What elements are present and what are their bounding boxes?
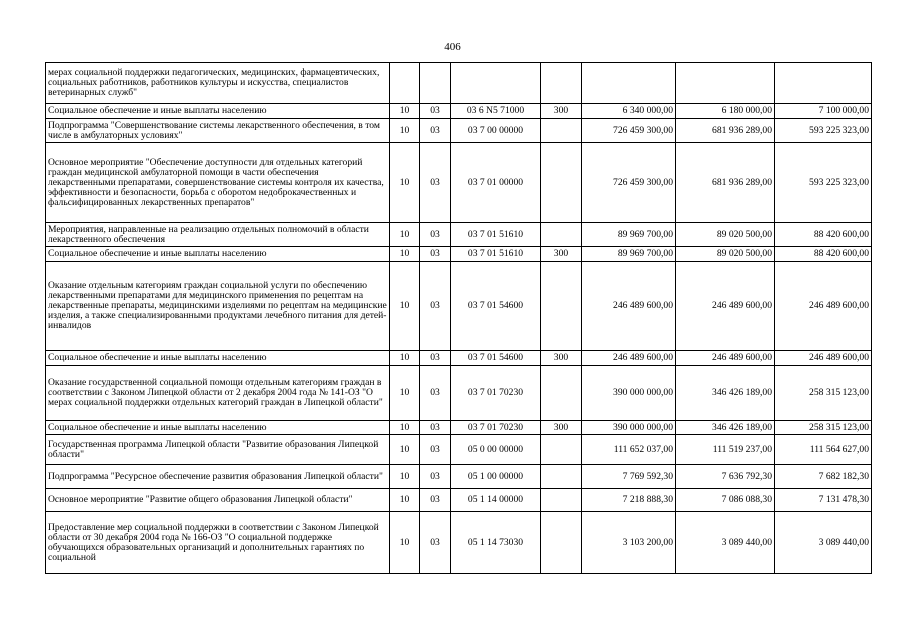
- row-section-cell: 10: [390, 247, 420, 262]
- row-amount-year2-cell: 89 020 500,00: [676, 247, 775, 262]
- row-amount-year1-cell: 89 969 700,00: [582, 223, 676, 247]
- row-subsection-cell: [420, 63, 451, 104]
- row-section-cell: 10: [390, 489, 420, 512]
- row-amount-year3-cell: 258 315 123,00: [775, 421, 872, 435]
- row-amount-year3-cell: 88 420 600,00: [775, 223, 872, 247]
- row-expense-type-cell: [541, 143, 582, 223]
- row-amount-year2-cell: 246 489 600,00: [676, 262, 775, 351]
- row-target-article-cell: 05 1 14 73030: [451, 512, 541, 574]
- row-expense-type-cell: 300: [541, 247, 582, 262]
- row-amount-year3-cell: 593 225 323,00: [775, 119, 872, 143]
- row-target-article-cell: 03 7 01 54600: [451, 262, 541, 351]
- row-section-cell: 10: [390, 512, 420, 574]
- row-amount-year1-cell: [582, 63, 676, 104]
- row-amount-year2-cell: 681 936 289,00: [676, 143, 775, 223]
- row-name-cell: Социальное обеспечение и иные выплаты населению: [46, 104, 390, 119]
- row-subsection-cell: 03: [420, 143, 451, 223]
- row-subsection-cell: 03: [420, 119, 451, 143]
- row-name-cell: Предоставление мер социальной поддержки в соответствии с Законом Липецкой области от 30 декабря 2004 года № 166-ОЗ "О социальной поддержке обучающихся образовательных организаций и дополнительных гарантиях по социальной: [46, 512, 390, 574]
- row-subsection-cell: 03: [420, 465, 451, 489]
- row-target-article-cell: 03 7 01 70230: [451, 366, 541, 421]
- row-name-cell: Оказание отдельным категориям граждан социальной услуги по обеспечению лекарственными препаратами для медицинского применения по рецептам на лекарственные препараты, медицинскими изделиями по рецептам на медицинские изделия, а также специализированными продуктами лечебного питания для детей-инвалидов: [46, 262, 390, 351]
- row-subsection-cell: 03: [420, 366, 451, 421]
- table-row: [46, 435, 872, 465]
- row-name-cell: Социальное обеспечение и иные выплаты населению: [46, 421, 390, 435]
- row-expense-type-cell: [541, 223, 582, 247]
- row-expense-type-cell: 300: [541, 104, 582, 119]
- row-amount-year3-cell: 7 131 478,30: [775, 489, 872, 512]
- row-subsection-cell: 03: [420, 351, 451, 366]
- row-expense-type-cell: [541, 262, 582, 351]
- row-amount-year2-cell: 89 020 500,00: [676, 223, 775, 247]
- table-row: [46, 63, 872, 104]
- budget-table: [45, 62, 872, 574]
- row-section-cell: 10: [390, 351, 420, 366]
- row-expense-type-cell: [541, 489, 582, 512]
- row-name-cell: Оказание государственной социальной помощи отдельным категориям граждан в соответствии с Законом Липецкой области от 2 декабря 2004 года № 141-ОЗ "О мерах социальной поддержки отдельных категорий граждан в Липецкой области": [46, 366, 390, 421]
- row-amount-year2-cell: 681 936 289,00: [676, 119, 775, 143]
- row-amount-year2-cell: [676, 63, 775, 104]
- row-amount-year3-cell: 3 089 440,00: [775, 512, 872, 574]
- row-amount-year3-cell: 258 315 123,00: [775, 366, 872, 421]
- row-target-article-cell: 03 7 01 51610: [451, 223, 541, 247]
- row-subsection-cell: 03: [420, 247, 451, 262]
- row-name-cell: Социальное обеспечение и иные выплаты населению: [46, 247, 390, 262]
- row-target-article-cell: 05 0 00 00000: [451, 435, 541, 465]
- row-amount-year2-cell: 7 086 088,30: [676, 489, 775, 512]
- row-target-article-cell: 03 7 01 51610: [451, 247, 541, 262]
- row-expense-type-cell: [541, 465, 582, 489]
- row-name-cell: Основное мероприятие "Обеспечение доступности для отдельных категорий граждан медицинской амбулаторной помощи в части обеспечения лекарственными препаратами, совершенствование системы контроля их качества, эффективности и безопасности, борьба с оборотом недоброкачественных и фальсифицированных лекарственных препаратов": [46, 143, 390, 223]
- row-amount-year1-cell: 246 489 600,00: [582, 351, 676, 366]
- row-expense-type-cell: [541, 119, 582, 143]
- row-expense-type-cell: [541, 63, 582, 104]
- row-amount-year3-cell: 7 100 000,00: [775, 104, 872, 119]
- row-section-cell: 10: [390, 465, 420, 489]
- row-amount-year1-cell: 390 000 000,00: [582, 421, 676, 435]
- table-row: [46, 351, 872, 366]
- table-row: [46, 143, 872, 223]
- row-subsection-cell: 03: [420, 435, 451, 465]
- row-subsection-cell: 03: [420, 104, 451, 119]
- page-number: 406: [444, 41, 461, 53]
- row-target-article-cell: 03 7 01 54600: [451, 351, 541, 366]
- row-section-cell: 10: [390, 223, 420, 247]
- row-section-cell: 10: [390, 119, 420, 143]
- table-row: [46, 489, 872, 512]
- row-amount-year1-cell: 6 340 000,00: [582, 104, 676, 119]
- row-amount-year1-cell: 390 000 000,00: [582, 366, 676, 421]
- row-target-article-cell: 03 7 01 70230: [451, 421, 541, 435]
- row-amount-year2-cell: 7 636 792,30: [676, 465, 775, 489]
- row-amount-year1-cell: 726 459 300,00: [582, 143, 676, 223]
- row-subsection-cell: 03: [420, 512, 451, 574]
- row-amount-year1-cell: 111 652 037,00: [582, 435, 676, 465]
- row-amount-year2-cell: 3 089 440,00: [676, 512, 775, 574]
- row-amount-year1-cell: 3 103 200,00: [582, 512, 676, 574]
- row-amount-year3-cell: 593 225 323,00: [775, 143, 872, 223]
- row-section-cell: 10: [390, 104, 420, 119]
- row-amount-year2-cell: 246 489 600,00: [676, 351, 775, 366]
- row-expense-type-cell: 300: [541, 421, 582, 435]
- row-name-cell: Подпрограмма "Совершенствование системы лекарственного обеспечения, в том числе в амбулаторных условиях": [46, 119, 390, 143]
- row-name-cell: Государственная программа Липецкой области "Развитие образования Липецкой области": [46, 435, 390, 465]
- row-name-cell: мерах социальной поддержки педагогических, медицинских, фармацевтических, социальных работников, работников культуры и искусства, специалистов ветеринарных служб": [46, 63, 390, 104]
- table-row: [46, 366, 872, 421]
- row-subsection-cell: 03: [420, 262, 451, 351]
- row-expense-type-cell: [541, 435, 582, 465]
- table-row: [46, 247, 872, 262]
- row-name-cell: Подпрограмма "Ресурсное обеспечение развития образования Липецкой области": [46, 465, 390, 489]
- row-section-cell: 10: [390, 421, 420, 435]
- row-amount-year2-cell: 6 180 000,00: [676, 104, 775, 119]
- row-section-cell: 10: [390, 143, 420, 223]
- row-amount-year2-cell: 346 426 189,00: [676, 421, 775, 435]
- table-row: [46, 262, 872, 351]
- row-target-article-cell: 05 1 14 00000: [451, 489, 541, 512]
- row-name-cell: Основное мероприятие "Развитие общего образования Липецкой области": [46, 489, 390, 512]
- row-amount-year3-cell: 88 420 600,00: [775, 247, 872, 262]
- row-subsection-cell: 03: [420, 489, 451, 512]
- row-target-article-cell: 05 1 00 00000: [451, 465, 541, 489]
- row-expense-type-cell: [541, 366, 582, 421]
- table-row: [46, 119, 872, 143]
- row-amount-year1-cell: 89 969 700,00: [582, 247, 676, 262]
- row-subsection-cell: 03: [420, 223, 451, 247]
- row-target-article-cell: 03 7 00 00000: [451, 119, 541, 143]
- table-row: [46, 512, 872, 574]
- row-section-cell: 10: [390, 262, 420, 351]
- row-section-cell: [390, 63, 420, 104]
- row-subsection-cell: 03: [420, 421, 451, 435]
- row-name-cell: Социальное обеспечение и иные выплаты населению: [46, 351, 390, 366]
- row-amount-year2-cell: 111 519 237,00: [676, 435, 775, 465]
- row-section-cell: 10: [390, 435, 420, 465]
- row-expense-type-cell: [541, 512, 582, 574]
- table-row: [46, 104, 872, 119]
- budget-table-body: [46, 63, 872, 574]
- table-row: [46, 421, 872, 435]
- row-amount-year3-cell: 111 564 627,00: [775, 435, 872, 465]
- table-row: [46, 465, 872, 489]
- row-amount-year2-cell: 346 426 189,00: [676, 366, 775, 421]
- row-target-article-cell: 03 6 N5 71000: [451, 104, 541, 119]
- row-name-cell: Мероприятия, направленные на реализацию отдельных полномочий в области лекарственного обеспечения: [46, 223, 390, 247]
- row-target-article-cell: 03 7 01 00000: [451, 143, 541, 223]
- row-amount-year1-cell: 246 489 600,00: [582, 262, 676, 351]
- row-amount-year3-cell: [775, 63, 872, 104]
- row-amount-year3-cell: 7 682 182,30: [775, 465, 872, 489]
- row-amount-year1-cell: 7 218 888,30: [582, 489, 676, 512]
- row-amount-year1-cell: 726 459 300,00: [582, 119, 676, 143]
- row-amount-year1-cell: 7 769 592,30: [582, 465, 676, 489]
- row-target-article-cell: [451, 63, 541, 104]
- row-expense-type-cell: 300: [541, 351, 582, 366]
- row-amount-year3-cell: 246 489 600,00: [775, 351, 872, 366]
- row-section-cell: 10: [390, 366, 420, 421]
- row-amount-year3-cell: 246 489 600,00: [775, 262, 872, 351]
- table-row: [46, 223, 872, 247]
